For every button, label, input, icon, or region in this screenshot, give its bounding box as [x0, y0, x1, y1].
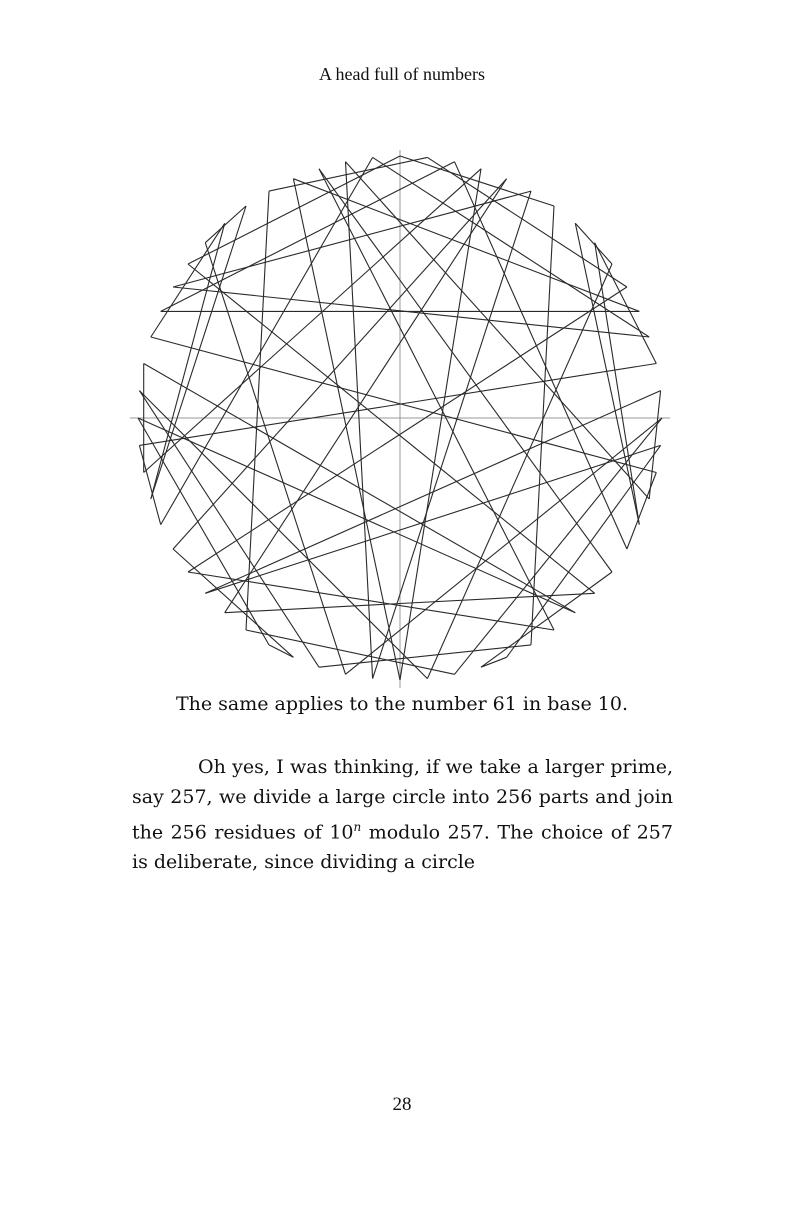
figure-caption: The same applies to the number 61 in base 10. — [175, 693, 628, 715]
chord-line — [400, 156, 554, 206]
chord-line — [151, 206, 246, 499]
chord-line — [161, 157, 373, 524]
chord-line — [319, 169, 612, 572]
running-title: A head full of numbers — [319, 64, 485, 84]
chord-line — [481, 657, 507, 667]
chord-line — [188, 264, 595, 593]
chord-line — [144, 169, 481, 473]
chord-line — [319, 645, 531, 667]
chord-line — [373, 157, 650, 337]
body-text-part2: modulo 257. The choice of 257 is deliberate, since dividing a circle — [132, 821, 673, 874]
body-paragraph — [132, 752, 673, 877]
chord-line — [173, 179, 507, 549]
residue-circle-figure — [120, 140, 680, 690]
chord-line — [173, 549, 293, 657]
chord-line — [481, 572, 612, 667]
chord-line — [627, 473, 656, 550]
power-exponent: n — [353, 820, 362, 834]
chord-line — [269, 157, 427, 191]
chord-line — [139, 445, 160, 524]
chord-line — [373, 191, 531, 678]
chord-line — [151, 223, 225, 337]
chord-line — [595, 243, 640, 525]
chord-line — [246, 191, 269, 630]
chord-line — [507, 445, 661, 657]
chord-line — [138, 418, 269, 645]
chord-line — [151, 337, 657, 473]
chord-line — [188, 287, 627, 572]
page-number: 28 — [392, 1094, 412, 1115]
chord-line — [427, 264, 612, 679]
power-base: 10 — [329, 821, 354, 844]
chord-line — [427, 157, 627, 287]
chord-line — [173, 287, 649, 337]
chord-line — [293, 179, 400, 680]
chord-line — [151, 223, 225, 499]
chord-line — [173, 191, 531, 287]
chord-line — [139, 391, 427, 679]
chord-line — [139, 364, 656, 446]
chord-line — [455, 418, 663, 674]
chord-line — [346, 162, 650, 499]
chord-line — [455, 162, 627, 549]
chord-line — [346, 418, 663, 674]
chord-line — [575, 223, 612, 264]
chord-line — [649, 391, 660, 499]
chord-line — [531, 206, 554, 645]
chord-line — [205, 445, 660, 593]
chord-line — [188, 156, 400, 264]
chord-line — [246, 630, 455, 674]
body-text-part1: Oh yes, I was thinking, if we take a larger prime, say 257, we divide a large circle into 256 parts and join the 256 residues of — [132, 756, 673, 844]
chord-line — [139, 391, 319, 668]
